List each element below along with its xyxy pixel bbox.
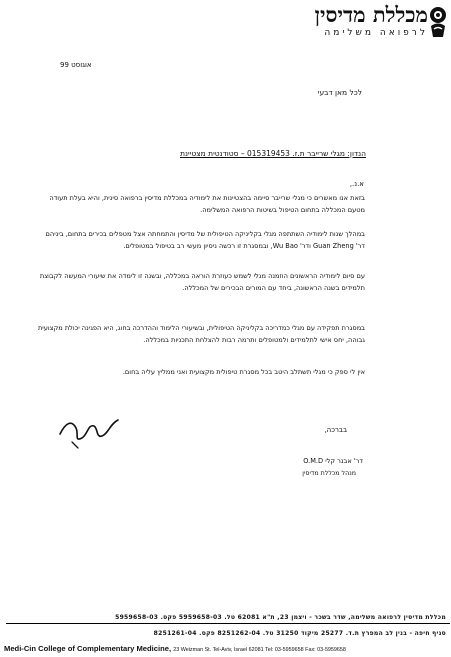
subject-line: הנדון: מגלי שרייבר ת.ז. 015319453 – סטודנטית מצטיינת <box>180 149 366 158</box>
college-name: מכללת מדיסין <box>314 2 428 27</box>
body-paragraph: בזאת אנו מאשרים כי מגלי שרייבר סיימה בהצטיינות את לימודיה במכללת מדיסין ברפואה סינית, והיא בעלת תעודה מטעם המכללה בתחום הטיפול בשיטות הרפואה המשלימה. <box>49 194 365 214</box>
signer-name: דר' אבנר קלי O.M.D <box>303 457 363 465</box>
footer-divider <box>6 623 450 624</box>
handwritten-signature <box>52 412 122 452</box>
closing: בברכה, <box>324 426 347 434</box>
footer-branch-line: סניף חיפה - בנין לב המפרץ ת.ד. 25277 מיקוד 31250 טל. 8251262-04 פקס. 8251261-04 <box>153 630 446 637</box>
footer-address-line: מכללת מדיסין לרפואה משלימה, שדר בשכר - ויצמן 23, ת"א 62081 טל. 5959658-03 פקס. 5959658-03 <box>115 614 446 621</box>
body-paragraph: עם סיום לימודיה הראשונים הוזמנה מגלי לשמש כעוזרת הוראה במכללה, ובשנה זו לימדה את שיעורי המעשה לקבוצת תלמידים בשנה הראשונה, ביחד עם המורים הבכירים של המכללה. <box>39 272 365 292</box>
footer-english-name: Medi-Cin College of Complementary Medicine, <box>4 644 172 653</box>
body-paragraph: במהלך שנות לימודיה השתתפה מגלי בקליניקה הטיפולית של מדיסין והתמחתה אצל מטפלים בכירים בתחום, ביניהם דר' Guan Zheng ודר' Wu Bao, ובמסגרת זו רכשה ניסיון מעשי רב בטיפול במטופלים. <box>45 230 365 250</box>
greeting: א.נ., <box>349 180 364 188</box>
footer-english <box>4 644 346 653</box>
footer-english-address: 23 Weizman St. Tel-Aviv, Israel 62081 Tel: 03-5959658 Fax: 03-5959658 <box>173 647 346 653</box>
body-paragraph: במסגרת תפקידה עם מגלי כמדריכה בקליניקה הטיפולית, ובשיעורי הלימוד וההדרכה בחוג, היא הפגינה יכולת מקצועית גבוהה, יחס אישי לתלמידים ולמטופלים ותרמה רבות להצלחת התכניות במכללה. <box>37 324 365 344</box>
letterhead <box>300 2 450 42</box>
letter-date: אוגוסט 99 <box>60 61 92 69</box>
signer-title: מנהל מכללת מדיסין <box>302 470 356 477</box>
body-paragraph: אין לי ספק כי מגלי תשתלב היטב בכל מסגרת טיפולית מקצועית ואני ממליץ עליה בחום. <box>122 368 365 376</box>
college-subtitle: לרפואה משלימה <box>324 28 428 38</box>
college-logo-icon <box>428 6 448 38</box>
addressee: לכל מאן דבעי <box>317 88 362 97</box>
